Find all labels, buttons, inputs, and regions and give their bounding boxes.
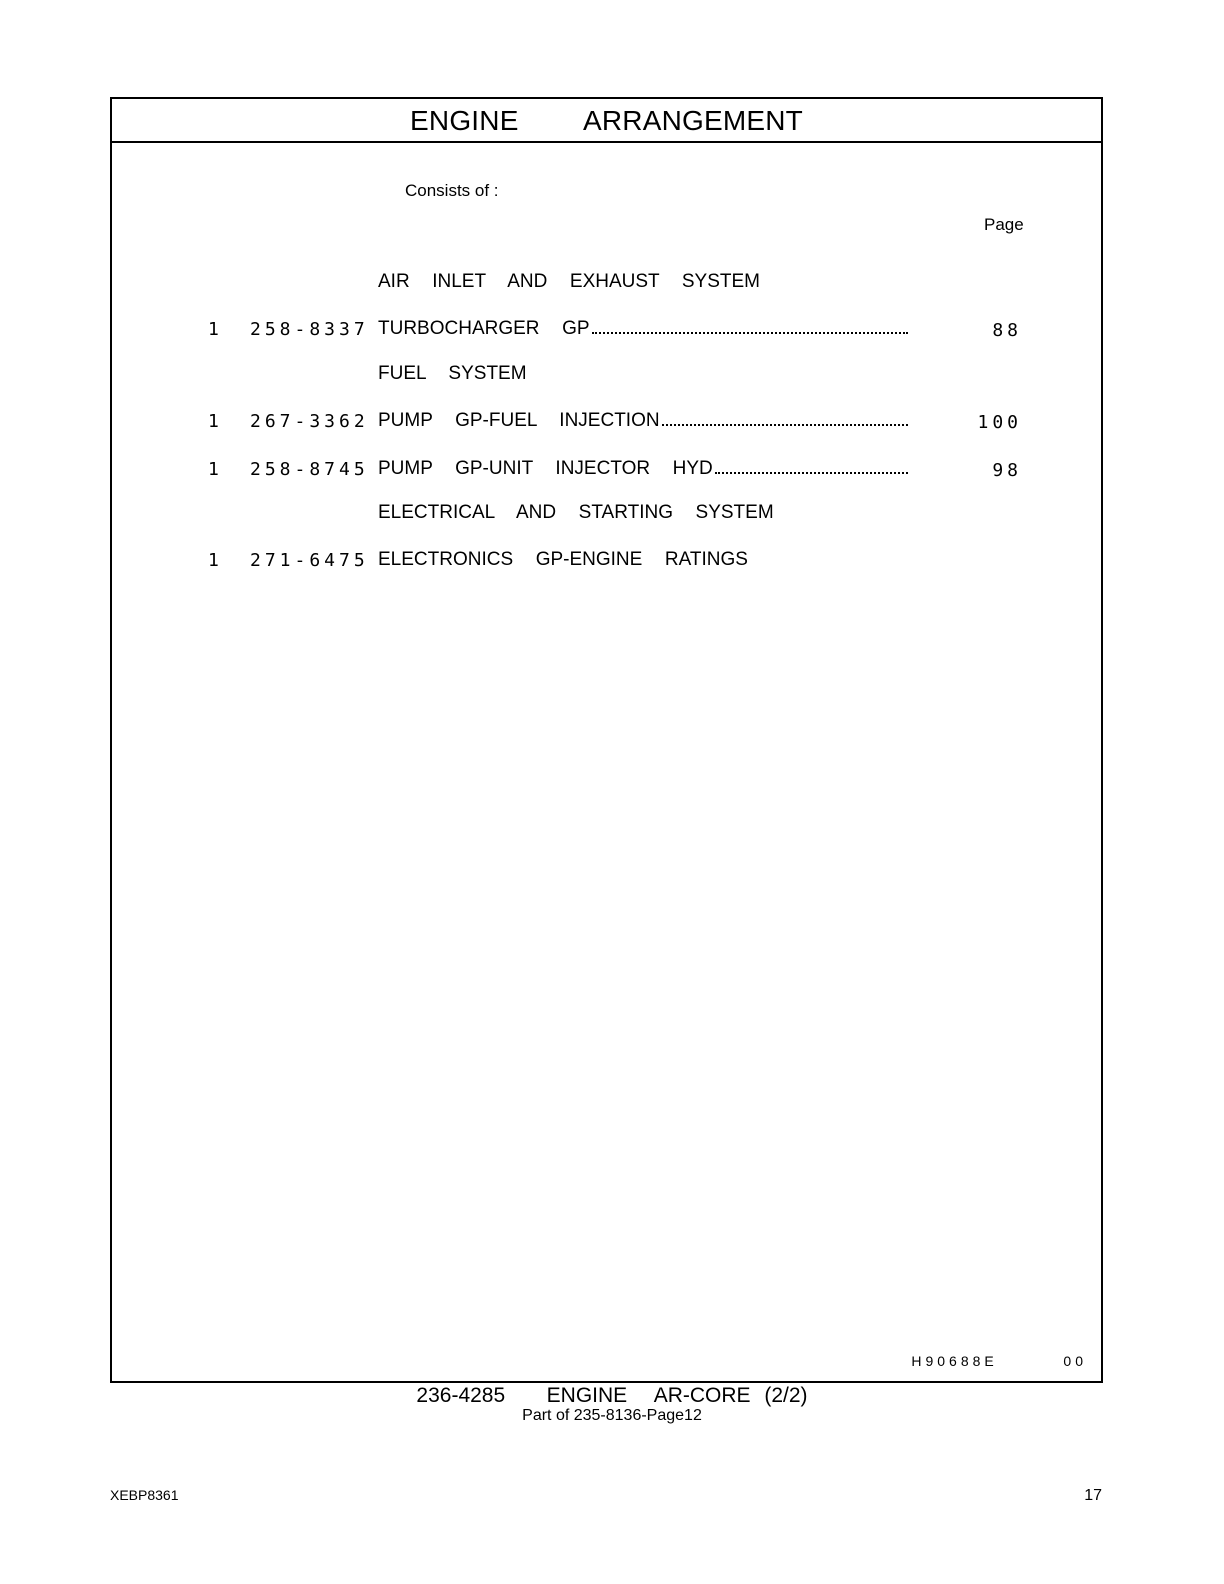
item-description-line [378, 318, 908, 340]
item-part-number: 267-3362 [250, 411, 369, 432]
item-page-number: 88 [992, 320, 1022, 341]
page-number: 17 [1084, 1487, 1102, 1504]
dot-leader [715, 471, 908, 474]
figure-caption [0, 1385, 1224, 1424]
item-qty: 1 [208, 459, 219, 480]
item-description: PUMP GP-FUEL INJECTION [378, 410, 660, 431]
item-qty: 1 [208, 319, 219, 340]
section-heading-air-inlet: AIR INLET AND EXHAUST SYSTEM [378, 271, 760, 292]
item-description: TURBOCHARGER GP [378, 318, 590, 339]
content-frame [110, 97, 1103, 1383]
title-bar [112, 99, 1101, 143]
item-qty: 1 [208, 411, 219, 432]
item-description-line [378, 458, 908, 480]
item-page-number: 100 [977, 412, 1022, 433]
section-heading-fuel: FUEL SYSTEM [378, 363, 527, 384]
caption-subtitle: Part of 235-8136-Page12 [522, 1407, 702, 1424]
dot-leader [662, 423, 908, 426]
document-id: XEBP8361 [110, 1487, 179, 1503]
caption-title: 236-4285 ENGINE AR-CORE (2/2) [416, 1384, 808, 1407]
serial-code: H90688E 00 [911, 1353, 1087, 1369]
item-part-number: 271-6475 [250, 550, 369, 571]
item-description: PUMP GP-UNIT INJECTOR HYD [378, 458, 713, 479]
consists-of-label: Consists of : [405, 181, 499, 200]
item-qty: 1 [208, 550, 219, 571]
item-part-number: 258-8337 [250, 319, 369, 340]
page-column-header: Page [984, 215, 1024, 234]
item-description-line [378, 410, 908, 432]
item-page-number: 98 [992, 460, 1022, 481]
section-title: ENGINE ARRANGEMENT [410, 105, 803, 136]
dot-leader [592, 331, 908, 334]
item-description: ELECTRONICS GP-ENGINE RATINGS [378, 549, 748, 570]
section-heading-electrical: ELECTRICAL AND STARTING SYSTEM [378, 502, 774, 523]
item-part-number: 258-8745 [250, 459, 369, 480]
